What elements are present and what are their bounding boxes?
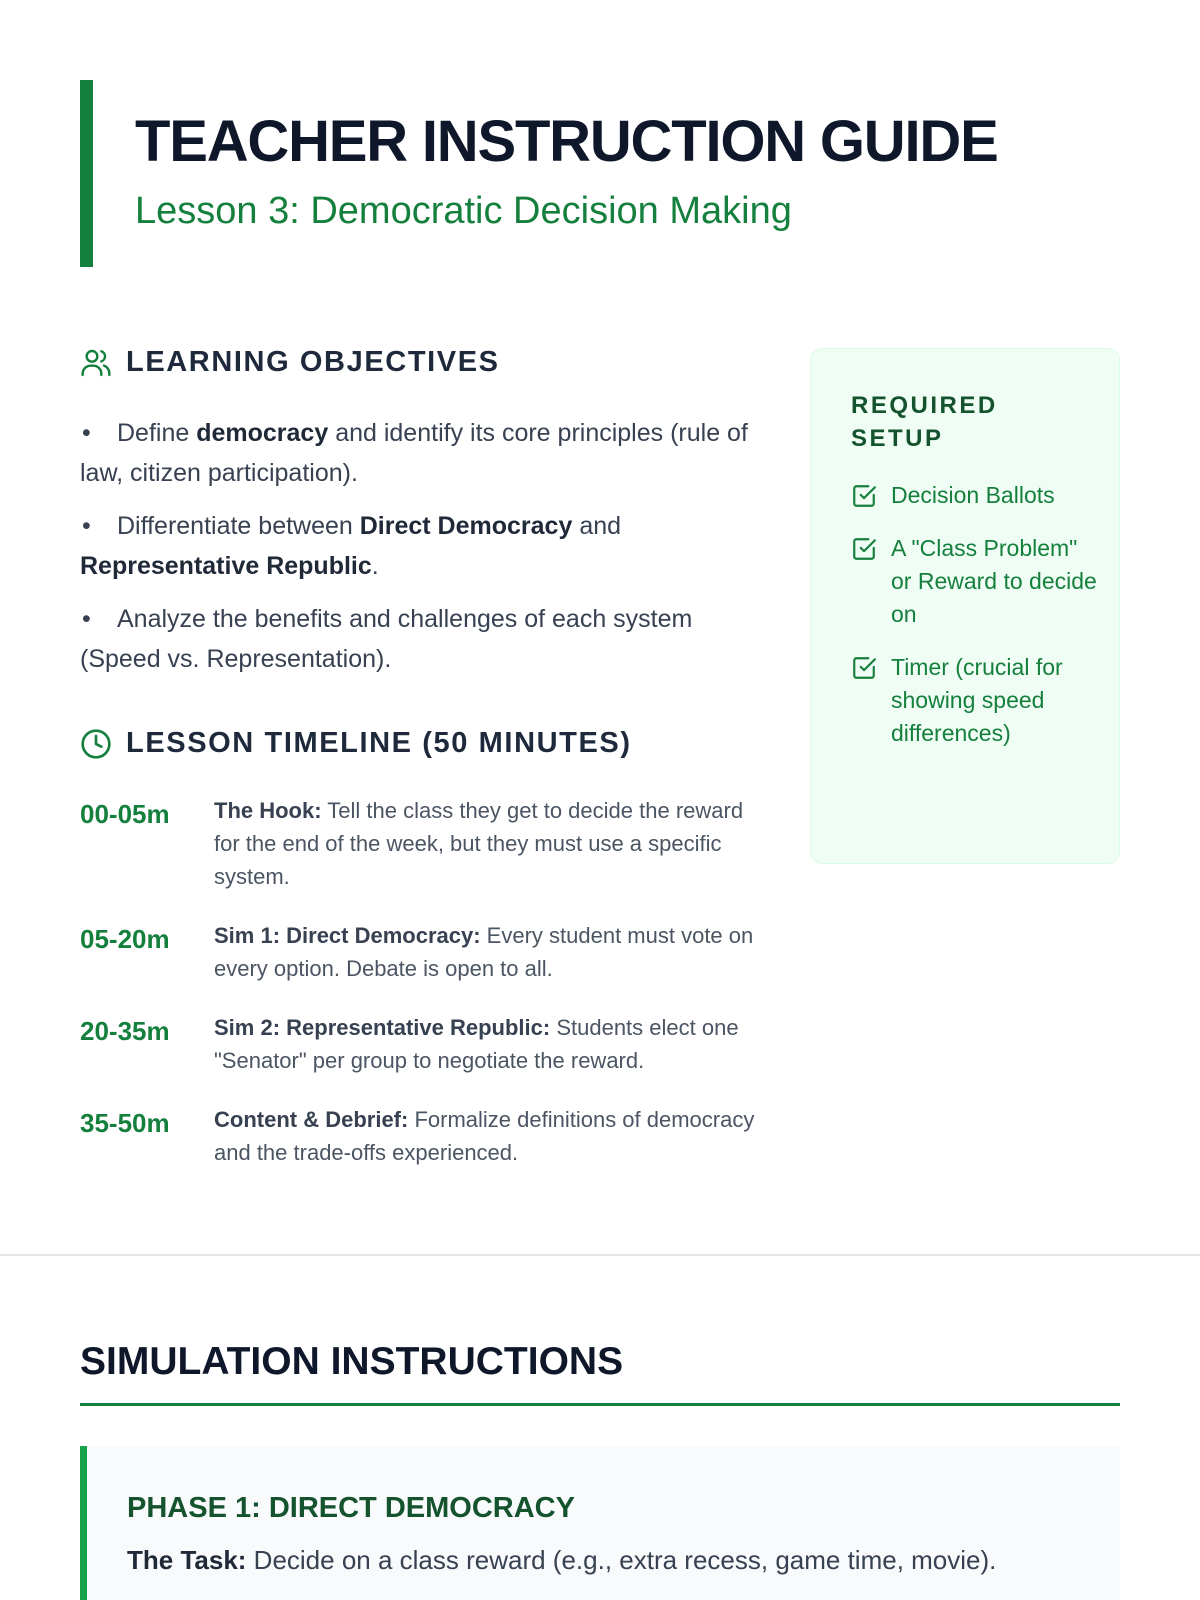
timeline-row	[80, 919, 760, 985]
setup-item-label: A "Class Problem" or Reward to decide on	[891, 535, 1097, 627]
clock-icon	[80, 728, 112, 760]
timeline-time: 20-35m	[80, 1016, 170, 1046]
phase-title: PHASE 1: DIRECT DEMOCRACY	[127, 1492, 575, 1524]
timeline-text: Sim 2: Representative Republic: Students elect one "Senator" per group to negotiate the reward.	[214, 1015, 739, 1073]
list-item: • Define democracy and identify its core principles (rule of law, citizen participation).	[80, 419, 748, 487]
timeline-time: 05-20m	[80, 924, 170, 954]
checkbox-checked-icon	[851, 536, 877, 562]
objectives-heading-text: LEARNING OBJECTIVES	[126, 346, 500, 378]
phase-task: The Task: Decide on a class reward (e.g., extra recess, game time, movie).	[127, 1545, 997, 1575]
timeline-text: Sim 1: Direct Democracy: Every student must vote on every option. Debate is open to all.	[214, 923, 754, 981]
timeline-row	[80, 1011, 760, 1077]
lesson-timeline	[80, 794, 760, 1195]
setup-title: REQUIRED SETUP	[851, 392, 998, 452]
timeline-time: 00-05m	[80, 799, 170, 829]
setup-item	[851, 479, 1099, 512]
timeline-row	[80, 794, 760, 893]
timeline-heading-text: LESSON TIMELINE (50 MINUTES)	[126, 727, 632, 759]
timeline-text: The Hook: Tell the class they get to decide the reward for the end of the week, but they must use a specific system.	[214, 798, 744, 889]
required-setup-panel	[810, 348, 1120, 864]
setup-item	[851, 651, 1099, 750]
section-divider	[0, 1254, 1200, 1256]
setup-item	[851, 532, 1099, 631]
page-title: TEACHER INSTRUCTION GUIDE	[135, 109, 998, 174]
objectives-heading	[80, 346, 500, 379]
simulation-title-rule	[80, 1403, 1120, 1406]
timeline-time: 35-50m	[80, 1108, 170, 1138]
users-icon	[80, 347, 112, 379]
list-item: • Differentiate between Direct Democracy and Representative Republic.	[80, 512, 622, 580]
header-block	[80, 80, 1120, 267]
checkbox-checked-icon	[851, 655, 877, 681]
simulation-title: SIMULATION INSTRUCTIONS	[80, 1340, 624, 1383]
objectives-list	[80, 413, 760, 692]
setup-item-label: Timer (crucial for showing speed differences)	[891, 654, 1063, 746]
timeline-row	[80, 1103, 760, 1169]
lesson-subtitle: Lesson 3: Democratic Decision Making	[135, 190, 792, 232]
checkbox-checked-icon	[851, 483, 877, 509]
setup-item-label: Decision Ballots	[891, 482, 1055, 508]
timeline-heading	[80, 727, 632, 760]
timeline-text: Content & Debrief: Formalize definitions of democracy and the trade-offs experienced.	[214, 1107, 755, 1165]
phase-1-card	[80, 1446, 1120, 1600]
list-item: • Analyze the benefits and challenges of each system (Speed vs. Representation).	[80, 605, 693, 673]
